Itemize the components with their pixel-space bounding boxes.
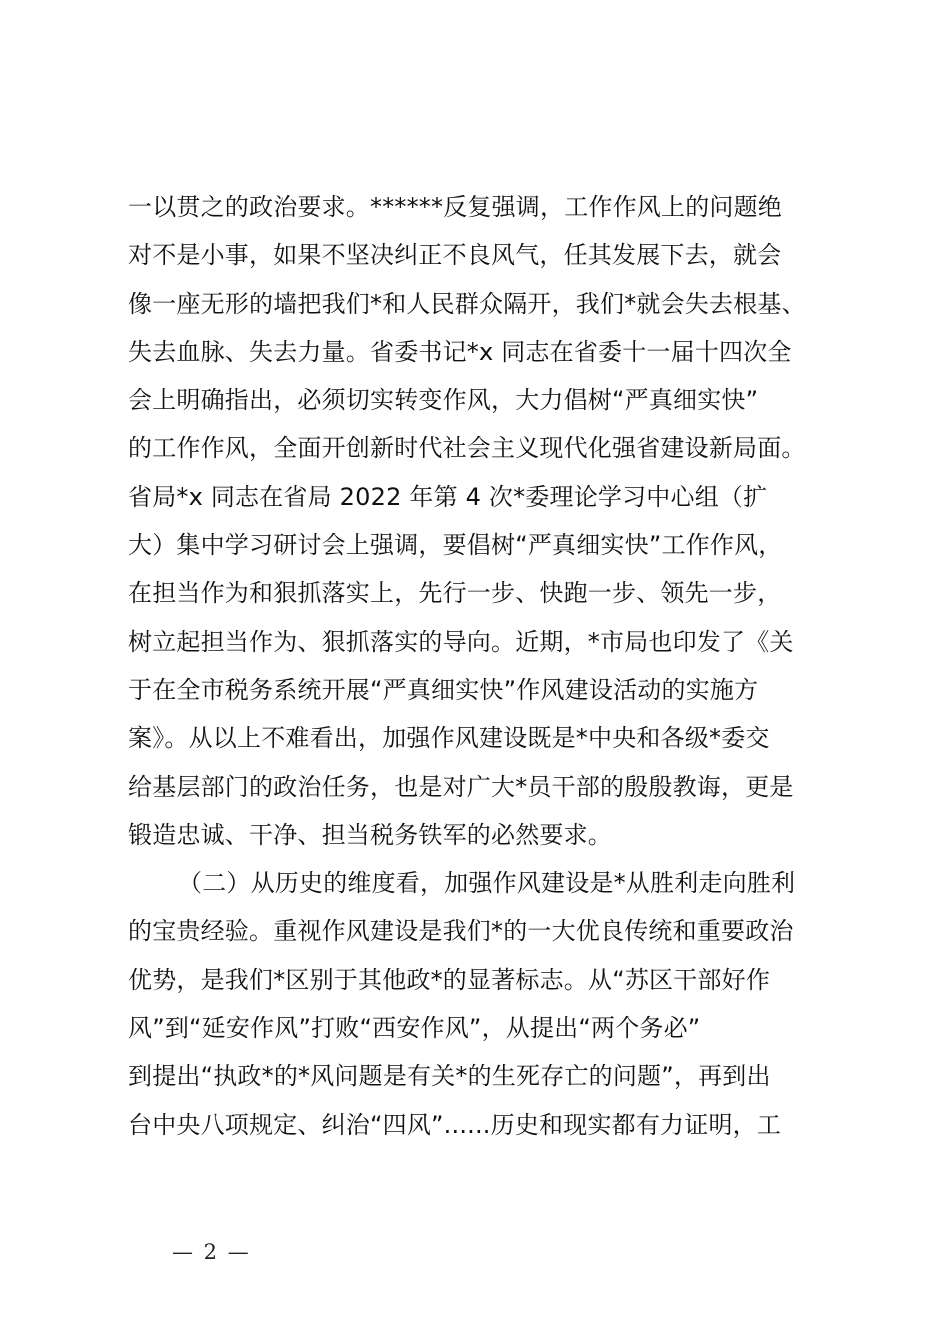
paragraph-1 — [128, 183, 848, 859]
text-line: 台中央八项规定、纠治“四风”......历史和现实都有力证明，工 — [128, 1110, 782, 1139]
text-line: 失去血脉、失去力量。省委书记*x 同志在省委十一届十四次全 — [128, 337, 792, 366]
text-line: （二）从历史的维度看，加强作风建设是*从胜利走向胜利 — [178, 869, 796, 898]
paragraph-2 — [128, 859, 848, 1149]
text-line: 树立起担当作为、狠抓落实的导向。近期，*市局也印发了《关 — [128, 627, 794, 656]
text-line: 锻造忠诚、干净、担当税务铁军的必然要求。 — [128, 820, 612, 849]
text-line: 大）集中学习研讨会上强调，要倡树“严真细实快”工作作风， — [128, 531, 783, 560]
text-line: 的宝贵经验。重视作风建设是我们*的一大优良传统和重要政治 — [128, 917, 794, 946]
text-line: 省局*x 同志在省局 2022 年第 4 次*委理论学习中心组（扩 — [128, 482, 768, 511]
text-line: 一以贯之的政治要求。******反复强调，工作作风上的问题绝 — [128, 193, 782, 221]
body-text — [128, 183, 848, 1149]
text-line: 的工作作风，全面开创新时代社会主义现代化强省建设新局面。 — [128, 434, 806, 463]
text-line: 于在全市税务系统开展“严真细实快”作风建设活动的实施方 — [128, 675, 759, 704]
text-line: 在担当作为和狠抓落实上，先行一步、快跑一步、领先一步， — [128, 579, 782, 608]
text-line: 到提出“执政*的*风问题是有关*的生死存亡的问题”，再到出 — [128, 1062, 771, 1091]
page-number: — 2 — — [172, 1240, 251, 1264]
text-line: 优势，是我们*区别于其他政*的显著标志。从“苏区干部好作 — [128, 965, 771, 994]
text-line: 像一座无形的墙把我们*和人民群众隔开，我们*就会失去根基、 — [128, 289, 806, 318]
text-line: 给基层部门的政治任务，也是对广大*员干部的殷殷教诲，更是 — [128, 772, 794, 801]
text-line: 案》。从以上不难看出，加强作风建设既是*中央和各级*委交 — [128, 724, 770, 753]
text-line: 会上明确指出，必须切实转变作风，大力倡树“严真细实快” — [128, 386, 759, 415]
text-line: 对不是小事，如果不坚决纠正不良风气，任其发展下去，就会 — [128, 241, 782, 270]
text-line: 风”到“延安作风”打败“西安作风”，从提出“两个务必” — [128, 1014, 701, 1043]
